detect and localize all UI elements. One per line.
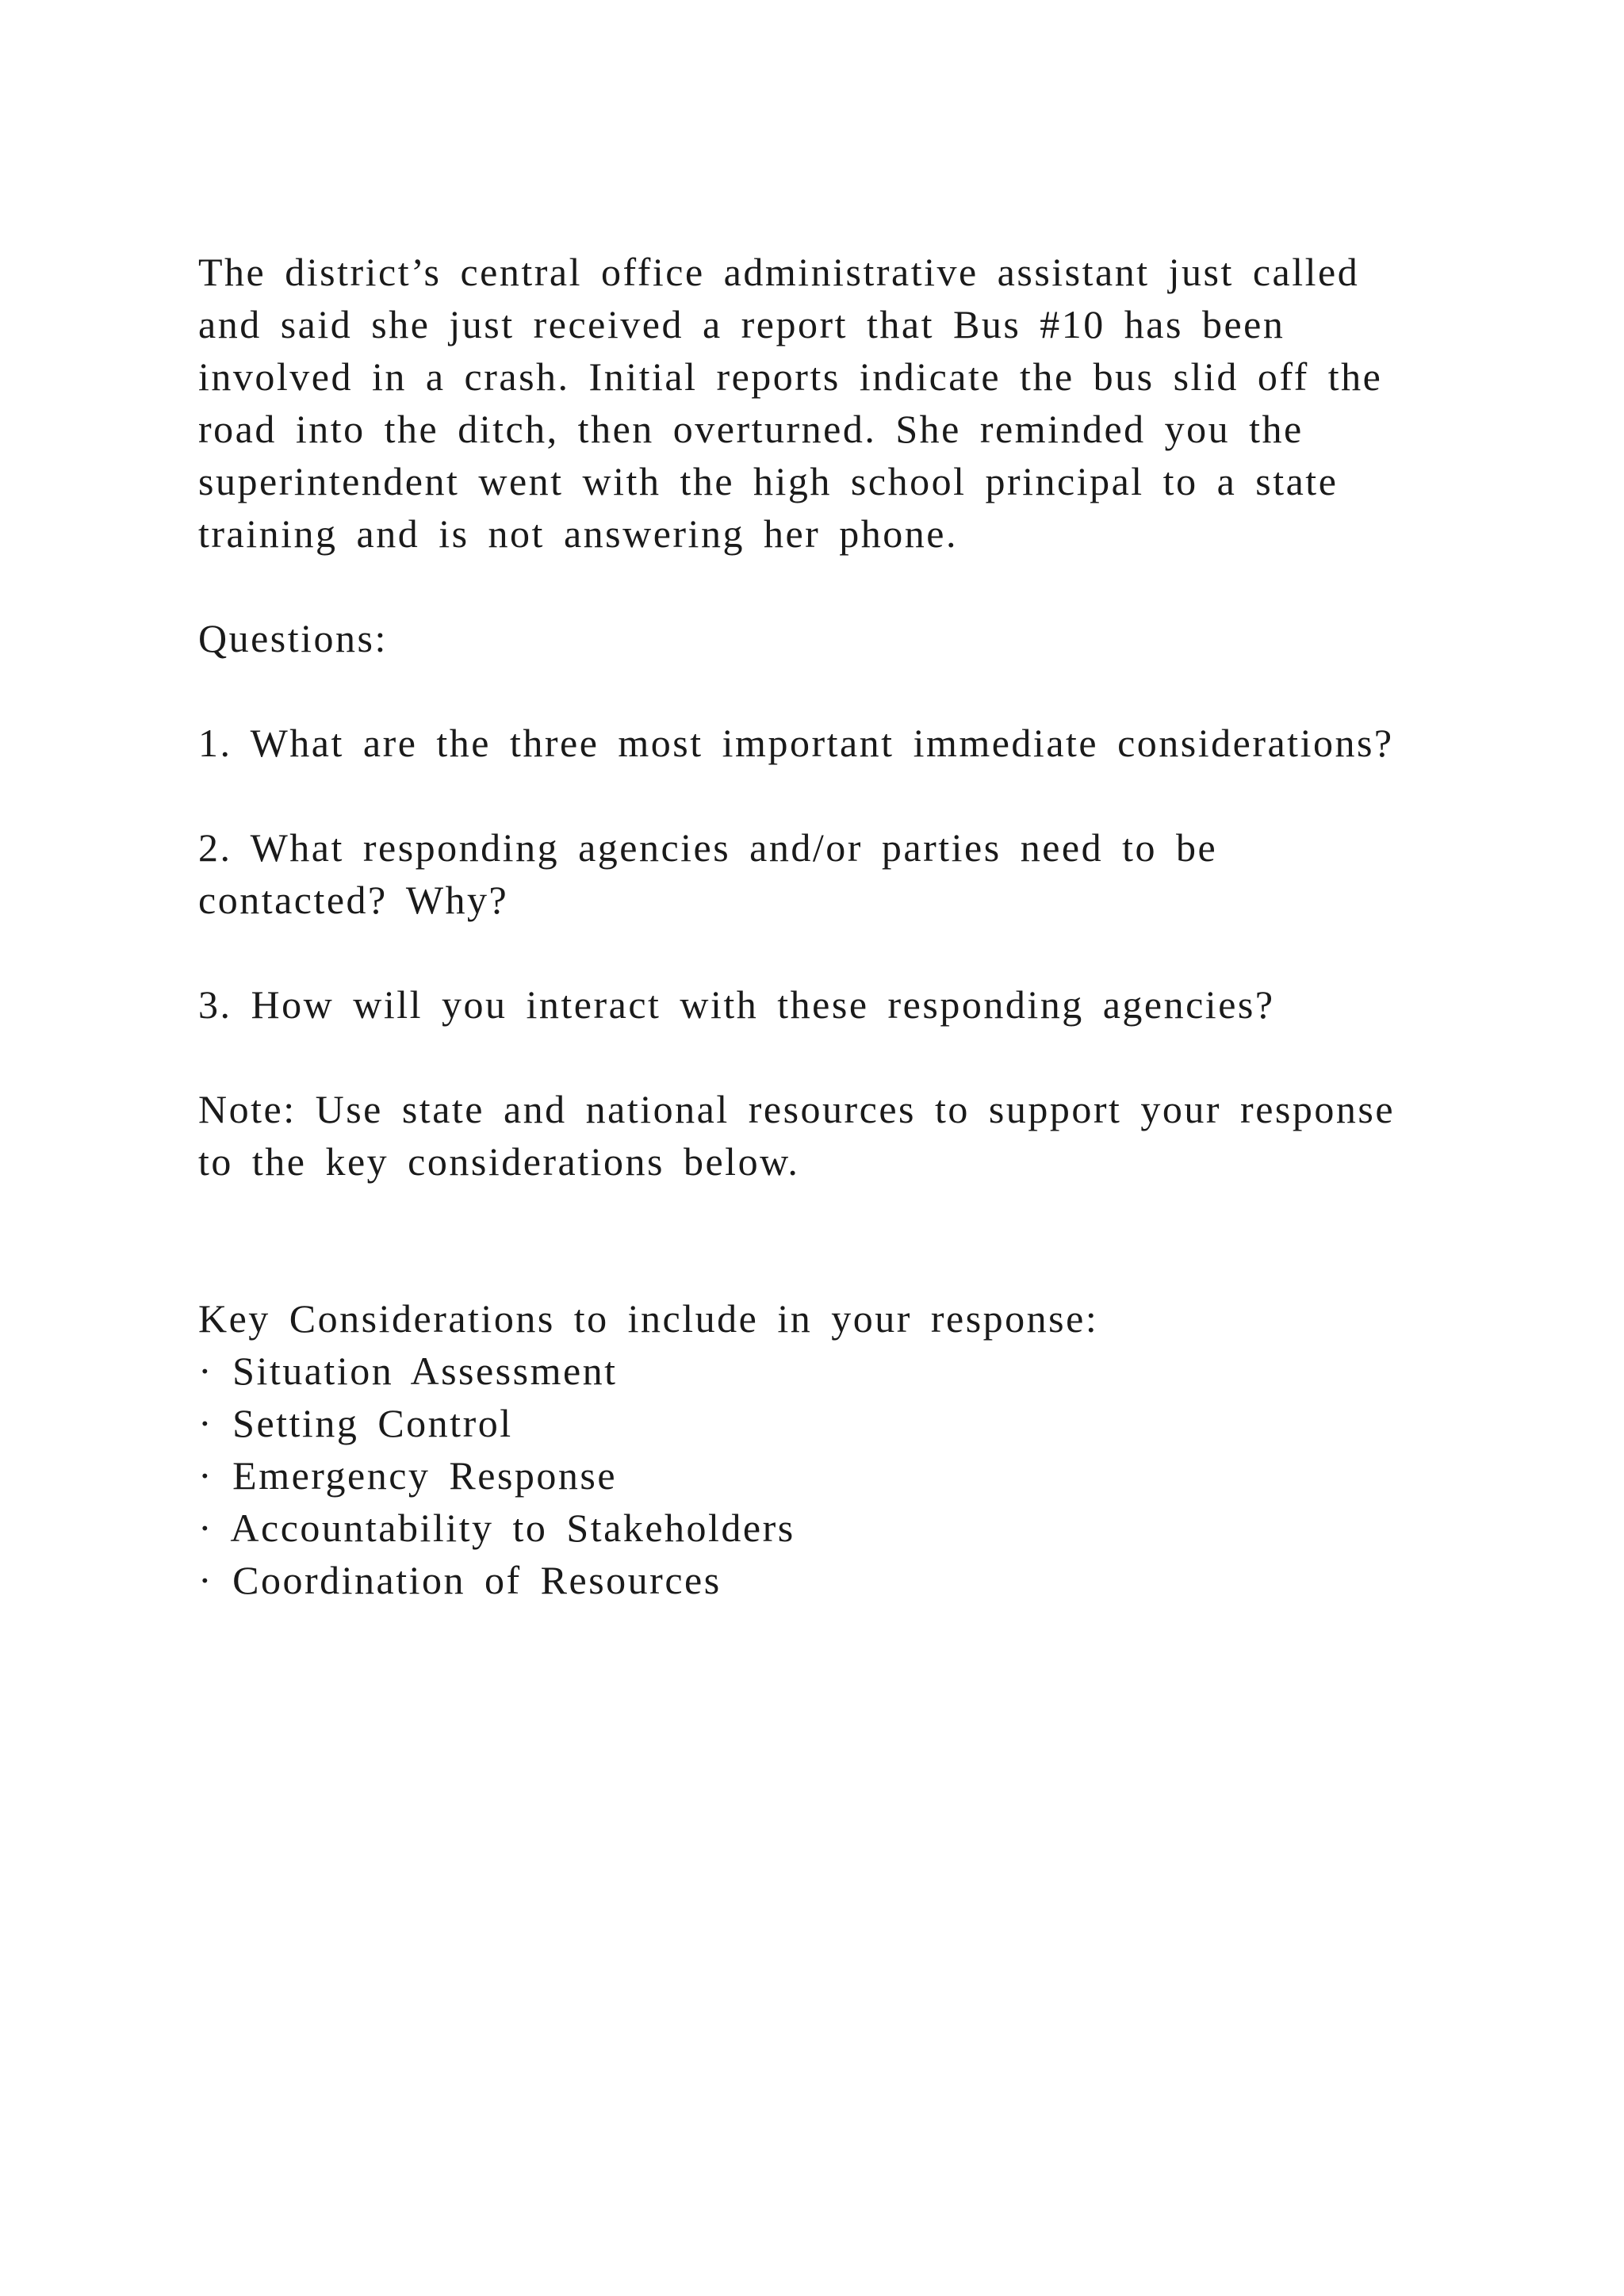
question-2-line: contacted? Why? (198, 878, 509, 922)
key-consideration-item: · Setting Control (198, 1401, 513, 1445)
key-consideration-item: · Coordination of Resources (198, 1558, 722, 1602)
intro-line: training and is not answering her phone. (198, 511, 958, 556)
key-consideration-item: · Emergency Response (198, 1453, 618, 1498)
question-3 (198, 978, 1435, 1031)
paragraph-spacer (198, 560, 1435, 612)
intro-line: road into the ditch, then overturned. She reminded you the (198, 407, 1304, 451)
intro-line: superintendent went with the high school principal to a state (198, 459, 1339, 503)
key-considerations-section (198, 1292, 1435, 1606)
note-line: Note: Use state and national resources to support your response (198, 1087, 1396, 1131)
document-body (198, 246, 1435, 1606)
paragraph-spacer (198, 1188, 1435, 1292)
key-considerations-heading: Key Considerations to include in your response: (198, 1296, 1099, 1341)
question-1 (198, 717, 1435, 769)
paragraph-spacer (198, 1031, 1435, 1083)
questions-heading (198, 612, 1435, 664)
note-paragraph (198, 1083, 1435, 1188)
paragraph-spacer (198, 926, 1435, 978)
intro-line: involved in a crash. Initial reports indicate the bus slid off the (198, 354, 1383, 399)
question-2 (198, 821, 1435, 926)
intro-line: The district’s central office administrative assistant just called (198, 250, 1360, 294)
paragraph-spacer (198, 769, 1435, 821)
key-consideration-item: · Situation Assessment (198, 1349, 618, 1393)
intro-paragraph (198, 246, 1435, 560)
questions-heading-text: Questions: (198, 616, 388, 660)
intro-line: and said she just received a report that Bus #10 has been (198, 302, 1285, 346)
note-line: to the key considerations below. (198, 1139, 800, 1184)
question-2-line: 2. What responding agencies and/or parties need to be (198, 825, 1218, 870)
paragraph-spacer (198, 664, 1435, 717)
key-consideration-item: · Accountability to Stakeholders (198, 1506, 795, 1550)
question-1-text: 1. What are the three most important immediate considerations? (198, 721, 1394, 765)
question-3-text: 3. How will you interact with these responding agencies? (198, 982, 1275, 1027)
